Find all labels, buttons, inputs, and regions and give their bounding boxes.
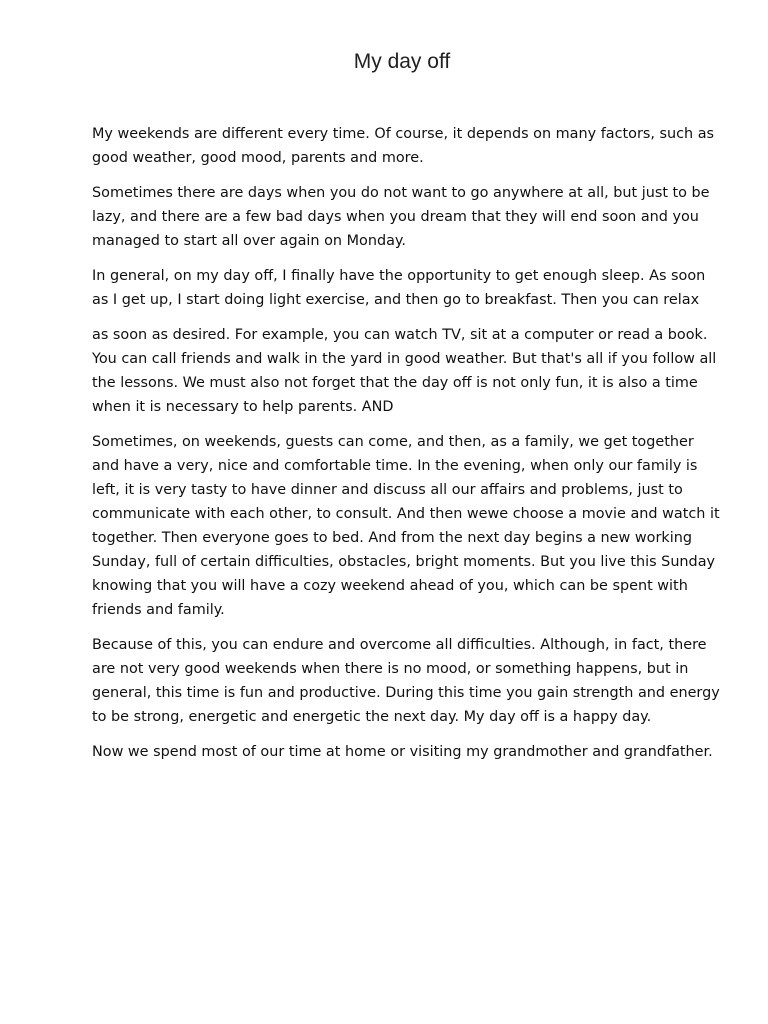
paragraph: In general, on my day off, I finally have the opportunity to get enough sleep. As soon as I get up, I start doing light exercise, and then go to breakfast. Then you can relax (92, 268, 706, 308)
paragraph: My weekends are different every time. Of course, it depends on many factors, such as good weather, good mood, parents and more. (92, 126, 715, 166)
paragraph: Now we spend most of our time at home or visiting my grandmother and grandfather. (92, 744, 713, 760)
paragraph: Sometimes there are days when you do not want to go anywhere at all, but just to be lazy, and there are a few bad days when you dream that they will end soon and you managed to start all over again on Monday. (92, 185, 710, 249)
document-title: My day off (353, 50, 451, 73)
paragraph: as soon as desired. For example, you can watch TV, sit at a computer or read a book. You can call friends and walk in the yard in good weather. But that's all if you follow all the lessons. We must also not forget that the day off is not only fun, it is also a time when it is necessary to help parents. AND (92, 327, 717, 415)
paragraph: Sometimes, on weekends, guests can come, and then, as a family, we get together and have a very, nice and comfortable time. In the evening, when only our family is left, it is very tasty to have dinner and discuss all our affairs and problems, just to communicate with each other, to consult. And then wewe choose a movie and watch it together. Then everyone goes to bed. And from the next day begins a new working Sunday, full of certain difficulties, obstacles, bright moments. But you live this Sunday knowing that you will have a cozy weekend ahead of you, which can be spent with friends and family. (92, 434, 720, 618)
document-body (92, 122, 722, 775)
paragraph: Because of this, you can endure and overcome all difficulties. Although, in fact, there are not very good weekends when there is no mood, or something happens, but in general, this time is fun and productive. During this time you gain strength and energy to be strong, energetic and energetic the next day. My day off is a happy day. (92, 637, 720, 725)
